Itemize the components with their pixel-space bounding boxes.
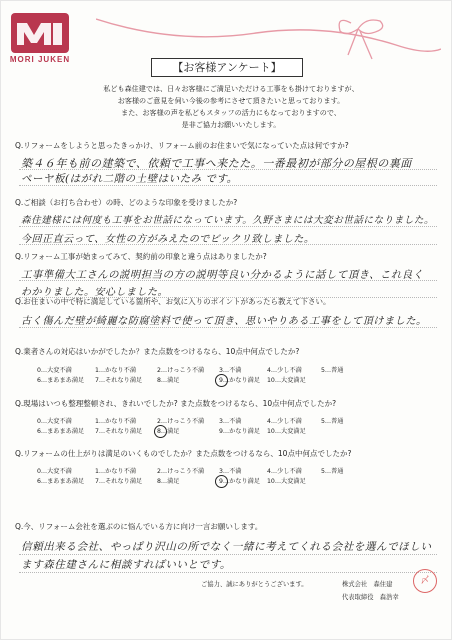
answer-line bbox=[19, 226, 437, 227]
selected-score-circle bbox=[215, 374, 228, 387]
answer-line bbox=[19, 572, 437, 573]
answer-line bbox=[19, 280, 437, 281]
rating-question-2: Q.現場はいつも整理整頓され、きれいでしたか? また点数をつけるなら、10点中何点でしたか? bbox=[15, 399, 337, 408]
ceo-name: 代表取締役 森浩幸 bbox=[342, 594, 399, 601]
answer-line bbox=[19, 327, 437, 328]
selected-score-circle bbox=[154, 425, 167, 438]
answer-1-line-1: 築４６年も前の建築で、依頼で工事へ来たた。一番最初が部分の屋根の裏面 bbox=[21, 157, 412, 170]
rating-question-1: Q.業者さんの対応はいかがでしたか？また点数をつけるなら、10点中何点でしたか? bbox=[15, 347, 300, 356]
question-4: Q.お住まいの中で特に満足している箇所や、お気に入りのポイントがあったら教えて下さい。 bbox=[15, 297, 331, 306]
answer-3-line-1: 工事準備大工さんの説明担当の方の説明等良い分かるように話して頂き、これ良く bbox=[21, 269, 424, 281]
answer-line bbox=[19, 169, 437, 170]
answer-1-line-2: ペーヤ板(はがれ二階の土壁はいたみ です。 bbox=[21, 173, 238, 185]
answer-line bbox=[19, 185, 437, 186]
answer-2-line-1: 森住建様には何度も工事をお世話になっています。久野さまには大変お世話になりました。 bbox=[21, 215, 435, 226]
intro-text: 私ども森住建では、日々お客様にご満足いただける工事をも掛けておりますが、 お客様のご意見を伺い今後の参考にさせて頂きたいと思っております。 また、お客様の声を私どもスタッフの活力にもなっておりますので、 是非ご協力お願いいたします。 bbox=[103, 84, 359, 129]
thanks-text: ご協力、誠にありがとうございます。 bbox=[201, 581, 308, 588]
answer-5-line-2: ます森住建さんに相談すればいいとです。 bbox=[21, 559, 231, 571]
answer-3-line-2: わかりました。安心しました。 bbox=[21, 287, 168, 298]
company-logo: MORI JUKEN bbox=[7, 13, 73, 67]
answer-2-line-2: 今回正直云って、女性の方がみえたのでビックリ致しました。 bbox=[21, 234, 315, 245]
answer-line bbox=[19, 554, 437, 555]
company-name: 株式会社 森住建 bbox=[342, 581, 393, 588]
rating-question-3: Q.リフォームの仕上がりは満足のいくものでしたか？また点数をつけるなら、10点中何点でしたか? bbox=[15, 449, 352, 458]
selected-score-circle bbox=[215, 475, 228, 488]
hand-drawn-mark: 〆 bbox=[413, 569, 437, 593]
survey-title: 【お客様アンケート】 bbox=[151, 58, 303, 77]
answer-4-line-1: 古く傷んだ壁が綺麗な防腐塗料で使って頂き、思いやりある工事をして頂けました。 bbox=[21, 316, 427, 327]
question-5: Q.今、リフォーム会社を選ぶのに悩んでいる方に向け一言お願いします。 bbox=[15, 522, 263, 531]
answer-line bbox=[19, 244, 437, 245]
answer-5-line-1: 信頼出来る会社、やっぱり沢山の所でなく一緒に考えてくれる会社を選んでほしい bbox=[21, 541, 432, 553]
question-1: Q.リフォームをしようと思ったきっかけ、リフォーム前のお住まいで気になっていた点は何ですか? bbox=[15, 141, 349, 150]
survey-sheet: MORI JUKEN 【お客様アンケート】 私ども森住建では、日々お客様にご満足いただける工事をも掛けておりますが、 お客様のご意見を伺い今後の参考にさせて頂きたいと思っております。 また、お客様の声を私どもスタッフの活力にもなっておりますので、 是非ご協力お願いいたします。 Q.リフォームをしようと思ったきっかけ、リフォーム前のお住まいで気になっていた点は何ですか? 築４６年も前の建築で、依頼で工事へ来たた。一番最初が部分の屋根の裏面 ペーヤ板(はがれ二階の土壁はいたみ です。 Q.ご相談（お打ち合わせ）の時、どのような印象を受けましたか? 森住建様には何度も工事をお世話になっています。久野さまには大変お世話になりました。 今回正直云って、女性の方がみえたのでビックリ致しました。 Q.リフォーム工事が始まってみて、契約前の印象と違う点はありましたか? 工事準備大工さんの説明担当の方の説明等良い分かるように話して頂き、これ良く わかりました。安心しました。 Q.お住まいの中で特に満足している箇所や、お気に入りのポイントがあったら教えて下さい。 古く傷んだ壁が綺麗な防腐塗料で使って頂き、思いやりある工事をして頂けました。 Q.業者さんの対応はいかがでしたか？また点数をつけるなら、10点中何点でしたか? 0…大変不満 1…かなり不満 2…けっこう不満 3…不満 4…少し不満 5…普通 6…まあまあ満足 7…それなり満足 8…満足 9…かなり満足 10…大変満足 Q.現場はいつも整理整頓され、きれいでしたか? また点数をつけるなら、10点中何点でしたか? 0…大変不満 1…かなり不満 2…けっこう不満 3…不満 4…少し不満 5…普通 6…まあまあ満足 7…それなり満足 8…満足 9…かなり満足 10…大変満足 Q.リフォームの仕上がりは満足のいくものでしたか？また点数をつけるなら、10点中何点でしたか? 0…大変不満 1…かなり不満 2…けっこう不満 3…不満 4…少し不満 5…普通 6…まあまあ満足 7…それなり満足 8…満足 9…かなり満足 10…大変満足 Q.今、リフォーム会社を選ぶのに悩んでいる方に向け一言お願いします。 信頼出来る会社、やっぱり沢山の所でなく一緒に考えてくれる会社を選んでほしい ます森住建さんに相談すればいいとです。 〆 ご協力、誠にありがとうございます。 株式会社 森住建 代表取締役 森浩幸 bbox=[0, 0, 452, 640]
question-3: Q.リフォーム工事が始まってみて、契約前の印象と違う点はありましたか? bbox=[15, 252, 267, 261]
question-2: Q.ご相談（お打ち合わせ）の時、どのような印象を受けましたか? bbox=[15, 198, 238, 207]
